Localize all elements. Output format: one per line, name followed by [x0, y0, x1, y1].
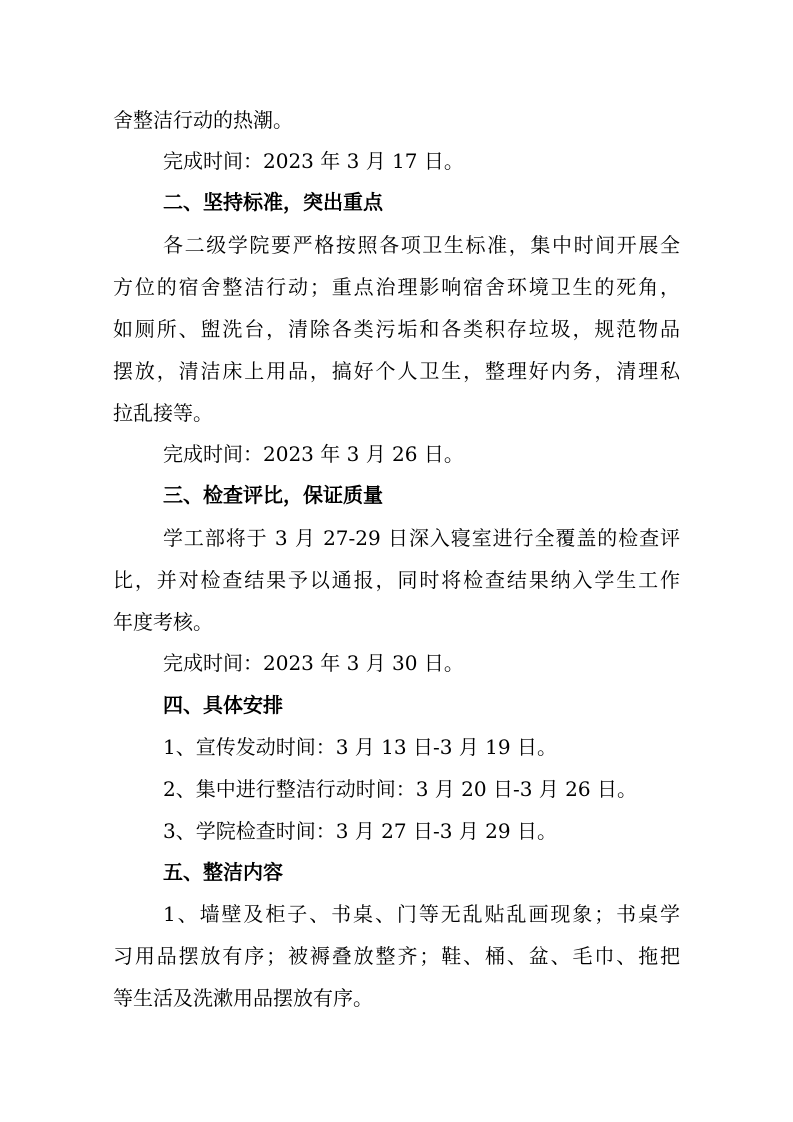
paragraph-line: 方位的宿舍整洁行动；重点治理影响宿舍环境卫生的死角，: [113, 275, 680, 299]
paragraph-line: 如厕所、盥洗台，清除各类污垢和各类积存垃圾，规范物品: [113, 317, 680, 341]
paragraph-line: 各二级学院要严格按照各项卫生标准，集中时间开展全: [163, 233, 680, 257]
completion-time-line: 完成时间：2023 年 3 月 30 日。: [163, 651, 464, 675]
paragraph-line: 学工部将于 3 月 27-29 日深入寝室进行全覆盖的检查评: [163, 526, 680, 550]
paragraph-line: 1、墙壁及柜子、书桌、门等无乱贴乱画现象；书桌学: [163, 902, 680, 926]
completion-time-line: 完成时间：2023 年 3 月 26 日。: [163, 442, 464, 466]
schedule-item: 2、集中进行整洁行动时间：3 月 20 日-3 月 26 日。: [163, 777, 637, 801]
paragraph-line: 年度考核。: [113, 610, 213, 634]
paragraph-line: 舍整洁行动的热潮。: [113, 108, 293, 132]
paragraph-line: 拉乱接等。: [113, 401, 213, 425]
section-heading-5: 五、整洁内容: [163, 860, 283, 884]
paragraph-line: 摆放，清洁床上用品，搞好个人卫生，整理好内务，清理私: [113, 359, 680, 383]
section-heading-4: 四、具体安排: [163, 693, 283, 717]
paragraph-line: 习用品摆放有序；被褥叠放整齐；鞋、桶、盆、毛巾、拖把: [113, 944, 680, 968]
section-heading-3: 三、检查评比，保证质量: [163, 483, 383, 507]
section-heading-2: 二、坚持标准，突出重点: [163, 190, 383, 214]
completion-time-line: 完成时间：2023 年 3 月 17 日。: [163, 149, 464, 173]
paragraph-line: 等生活及洗漱用品摆放有序。: [113, 986, 373, 1010]
paragraph-line: 比，并对检查结果予以通报，同时将检查结果纳入学生工作: [113, 568, 680, 592]
schedule-item: 3、学院检查时间：3 月 27 日-3 月 29 日。: [163, 819, 557, 843]
schedule-item: 1、宣传发动时间：3 月 13 日-3 月 19 日。: [163, 735, 557, 759]
